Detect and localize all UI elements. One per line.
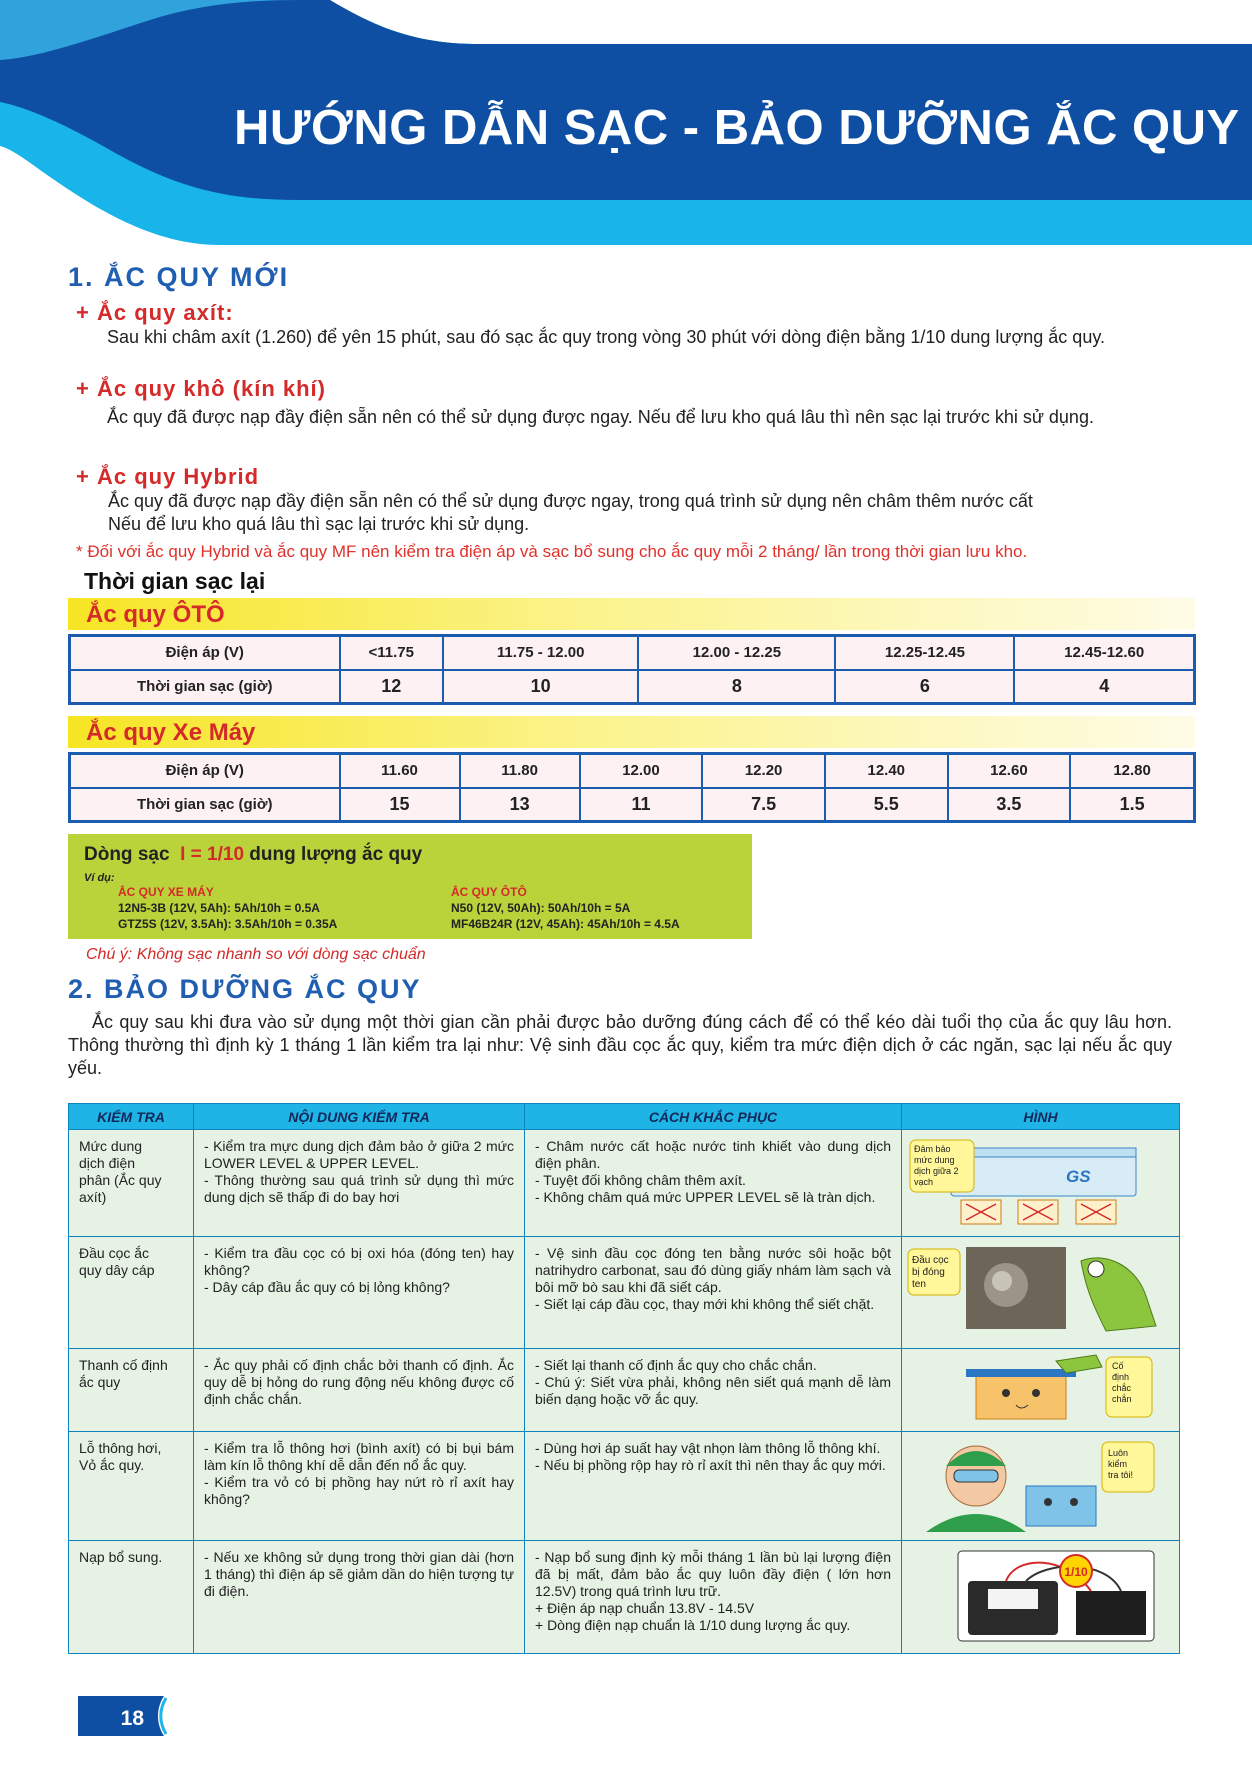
voltage-cell: 12.80 xyxy=(1070,754,1194,788)
electrolyte-level-illustration xyxy=(906,1134,1166,1226)
fix-cell: - Dùng hơi áp suất hay vật nhọn làm thông lỗ thông khí. - Nếu bị phồng rộp hay rò rỉ axít thì nên thay ắc quy mới. xyxy=(525,1432,902,1541)
hours-cell: 15 xyxy=(340,788,460,822)
hours-cell: 6 xyxy=(835,670,1014,704)
inspection-illustration xyxy=(906,1436,1166,1532)
moto-recharge-table xyxy=(68,752,1196,823)
car-example-heading: ẮC QUY ÔTÔ xyxy=(451,885,527,899)
fix-cell: - Châm nước cất hoặc nước tinh khiết vào dung dịch điện phân. - Tuyệt đối không châm thêm axít. - Không châm quá mức UPPER LEVEL sẽ là tràn dịch. xyxy=(525,1130,902,1237)
table-row xyxy=(69,1130,1180,1237)
voltage-cell: 11.80 xyxy=(460,754,580,788)
charging-caution: Chú ý: Không sạc nhanh so với dòng sạc chuẩn xyxy=(86,946,426,963)
acid-battery-label: + Ắc quy axít: xyxy=(76,300,234,325)
hours-cell: 10 xyxy=(443,670,638,704)
brand-mark: GS xyxy=(1066,1167,1091,1186)
hours-cell: 3.5 xyxy=(948,788,1071,822)
content-cell: - Nếu xe không sử dụng trong thời gian dài (hơn 1 tháng) thì điện áp sẽ giảm dần do hiện tượng tự đi điện. xyxy=(194,1541,525,1654)
hours-cell: 5.5 xyxy=(825,788,948,822)
recharge-time-title: Thời gian sạc lại xyxy=(84,568,266,594)
page-number-tab xyxy=(78,1696,178,1736)
content-cell: - Ắc quy phải cố định chắc bởi thanh cố định. Ắc quy dễ bị hỏng do rung động nếu không được cố định chắc chắn. xyxy=(194,1349,525,1432)
image-cell xyxy=(902,1237,1180,1349)
dry-battery-text: Ắc quy đã được nạp đầy điện sẵn nên có thể sử dụng được ngay. Nếu để lưu kho quá lâu thì nên sạc lại trước khi sử dụng. xyxy=(107,407,1094,427)
page-title: HƯỚNG DẪN SẠC - BẢO DƯỠNG ẮC QUY xyxy=(234,101,1240,155)
hours-cell: 11 xyxy=(580,788,703,822)
table-row xyxy=(69,1237,1180,1349)
fix-cell: - Siết lại thanh cố định ắc quy cho chắc chắn. - Chú ý: Siết vừa phải, không nên siết quá mạnh dễ làm biến dạng hoặc vỡ ắc quy. xyxy=(525,1349,902,1432)
storage-note: * Đối với ắc quy Hybrid và ắc quy MF nên kiểm tra điện áp và sạc bổ sung cho ắc quy mỗi 2 tháng/ lần trong thời gian lưu kho. xyxy=(76,542,1028,561)
hold-down-illustration xyxy=(906,1353,1166,1423)
moto-example-1: 12N5-3B (12V, 5Ah): 5Ah/10h = 0.5A xyxy=(118,901,320,915)
image-cell xyxy=(902,1349,1180,1432)
maintenance-table xyxy=(68,1103,1180,1654)
image-cell xyxy=(902,1432,1180,1541)
hybrid-battery-label: + Ắc quy Hybrid xyxy=(76,464,260,489)
hours-cell: 8 xyxy=(638,670,835,704)
charge-current-box xyxy=(68,834,752,939)
charger-illustration xyxy=(906,1545,1166,1645)
check-cell: Mức dung dịch điện phân (Ắc quy axít) xyxy=(69,1130,194,1237)
check-cell: Thanh cố định ắc quy xyxy=(69,1349,194,1432)
hybrid-battery-text-1: Ắc quy đã được nạp đầy điện sẵn nên có thể sử dụng được ngay, trong quá trình sử dụng nên châm thêm nước cất xyxy=(108,491,1033,511)
fix-cell: - Vệ sinh đầu cọc đóng ten bằng nước sôi hoặc bột natrihydro carbonat, sau đó dùng giấy nhám làm sạch và bôi mỡ bò sau khi đã siết cáp. - Siết lại cáp đầu cọc, thay mới khi không thể siết chặt. xyxy=(525,1237,902,1349)
charge-ratio-label: 1/10 xyxy=(1064,1565,1088,1579)
voltage-cell: 12.40 xyxy=(825,754,948,788)
voltage-row-label: Điện áp (V) xyxy=(70,754,340,788)
illustration-caption: Luôn kiểm tra tôi! xyxy=(1108,1448,1134,1480)
voltage-cell: 11.60 xyxy=(340,754,460,788)
voltage-row-label: Điện áp (V) xyxy=(70,636,340,670)
voltage-cell: 12.20 xyxy=(702,754,825,788)
header-check: KIỂM TRA xyxy=(69,1104,194,1130)
table-row xyxy=(69,1541,1180,1654)
content-cell: - Kiểm tra mực dung dịch đảm bảo ở giữa 2 mức LOWER LEVEL & UPPER LEVEL. - Thông thường sau quá trình sử dụng thì mức dung dịch sẽ thấp đi do bay hơi xyxy=(194,1130,525,1237)
car-battery-band xyxy=(68,598,1195,630)
voltage-cell: <11.75 xyxy=(340,636,444,670)
illustration-caption: Đảm bảo mức dung dịch giữa 2 vạch xyxy=(914,1144,959,1187)
moto-example-2: GTZ5S (12V, 3.5Ah): 3.5Ah/10h = 0.35A xyxy=(118,917,338,931)
page-number: 18 xyxy=(120,1707,144,1730)
car-example-2: MF46B24R (12V, 45Ah): 45Ah/10h = 4.5A xyxy=(451,917,680,931)
check-cell: Đầu cọc ắc quy dây cáp xyxy=(69,1237,194,1349)
image-cell xyxy=(902,1130,1180,1237)
hours-cell: 12 xyxy=(340,670,444,704)
illustration-caption: Cố định chắc chắn xyxy=(1112,1361,1132,1404)
header-fix: CÁCH KHẮC PHỤC xyxy=(525,1104,902,1130)
car-example-1: N50 (12V, 50Ah): 50Ah/10h = 5A xyxy=(451,901,631,915)
voltage-cell: 12.45-12.60 xyxy=(1014,636,1194,670)
example-label: Ví dụ: xyxy=(84,872,115,884)
charge-title-c: dung lượng ắc quy xyxy=(249,844,423,865)
check-cell: Lỗ thông hơi, Vỏ ắc quy. xyxy=(69,1432,194,1541)
dry-battery-label: + Ắc quy khô (kín khí) xyxy=(76,376,326,401)
image-cell xyxy=(902,1541,1180,1654)
acid-battery-text: Sau khi châm axít (1.260) để yên 15 phút, sau đó sạc ắc quy trong vòng 30 phút với dòng điện bằng 1/10 dung lượng ắc quy. xyxy=(107,327,1105,347)
header-content: NỘI DUNG KIỂM TRA xyxy=(194,1104,525,1130)
moto-battery-band-label: Ắc quy Xe Máy xyxy=(86,719,256,746)
terminal-corrosion-illustration xyxy=(906,1241,1166,1337)
content-cell: - Kiểm tra đầu cọc có bị oxi hóa (đóng ten) hay không? - Dây cáp đầu ắc quy có bị lỏng không? xyxy=(194,1237,525,1349)
content-cell: - Kiểm tra lỗ thông hơi (bình axít) có bị bụi bám làm kín lỗ thông khí dễ dẫn đến nổ ắc quy. - Kiểm tra vỏ có bị phồng hay nứt rò rỉ axít hay không? xyxy=(194,1432,525,1541)
fix-cell: - Nạp bổ sung định kỳ mỗi tháng 1 lần bù lại lượng điện đã bị mất, đảm bảo ắc quy luôn đầy điện ( lớn hơn 12.5V) trong quá trình lưu trữ. + Điện áp nạp chuẩn 13.8V - 14.5V + Dòng điện nạp chuẩn là 1/10 dung lượng ắc quy. xyxy=(525,1541,902,1654)
table-row xyxy=(69,1349,1180,1432)
hours-cell: 7.5 xyxy=(702,788,825,822)
charge-title-b: I = 1/10 xyxy=(180,844,245,865)
hours-row-label: Thời gian sạc (giờ) xyxy=(70,670,340,704)
hours-cell: 1.5 xyxy=(1070,788,1194,822)
voltage-cell: 11.75 - 12.00 xyxy=(443,636,638,670)
voltage-cell: 12.60 xyxy=(948,754,1071,788)
maintenance-intro: Ắc quy sau khi đưa vào sử dụng một thời gian cần phải được bảo dưỡng đúng cách để có thể kéo dài tuổi thọ của ắc quy lâu hơn. Thông thường thì định kỳ 1 tháng 1 lần kiểm tra lại như: Vệ sinh đầu cọc ắc quy, kiểm tra mức điện dịch ở các ngăn, sạc lại nếu ắc quy yếu. xyxy=(68,1012,1172,1078)
hours-cell: 13 xyxy=(460,788,580,822)
car-recharge-table xyxy=(68,634,1196,705)
hours-cell: 4 xyxy=(1014,670,1194,704)
illustration-caption: Đầu cọc bị đóng ten xyxy=(912,1255,949,1290)
hybrid-battery-text-2: Nếu để lưu kho quá lâu thì sạc lại trước khi sử dụng. xyxy=(108,514,530,534)
header-image: HÌNH xyxy=(902,1104,1180,1130)
moto-example-heading: ẮC QUY XE MÁY xyxy=(118,885,214,899)
moto-battery-band xyxy=(68,716,1195,748)
voltage-cell: 12.00 xyxy=(580,754,703,788)
charge-title-a: Dòng sạc xyxy=(84,844,170,865)
section-2-heading: 2. BẢO DƯỠNG ẮC QUY xyxy=(68,974,422,1004)
voltage-cell: 12.25-12.45 xyxy=(835,636,1014,670)
table-row xyxy=(69,1432,1180,1541)
car-battery-band-label: Ắc quy ÔTÔ xyxy=(86,601,225,628)
section-1-heading: 1. ẮC QUY MỚI xyxy=(68,262,290,292)
hours-row-label: Thời gian sạc (giờ) xyxy=(70,788,340,822)
voltage-cell: 12.00 - 12.25 xyxy=(638,636,835,670)
check-cell: Nạp bổ sung. xyxy=(69,1541,194,1654)
